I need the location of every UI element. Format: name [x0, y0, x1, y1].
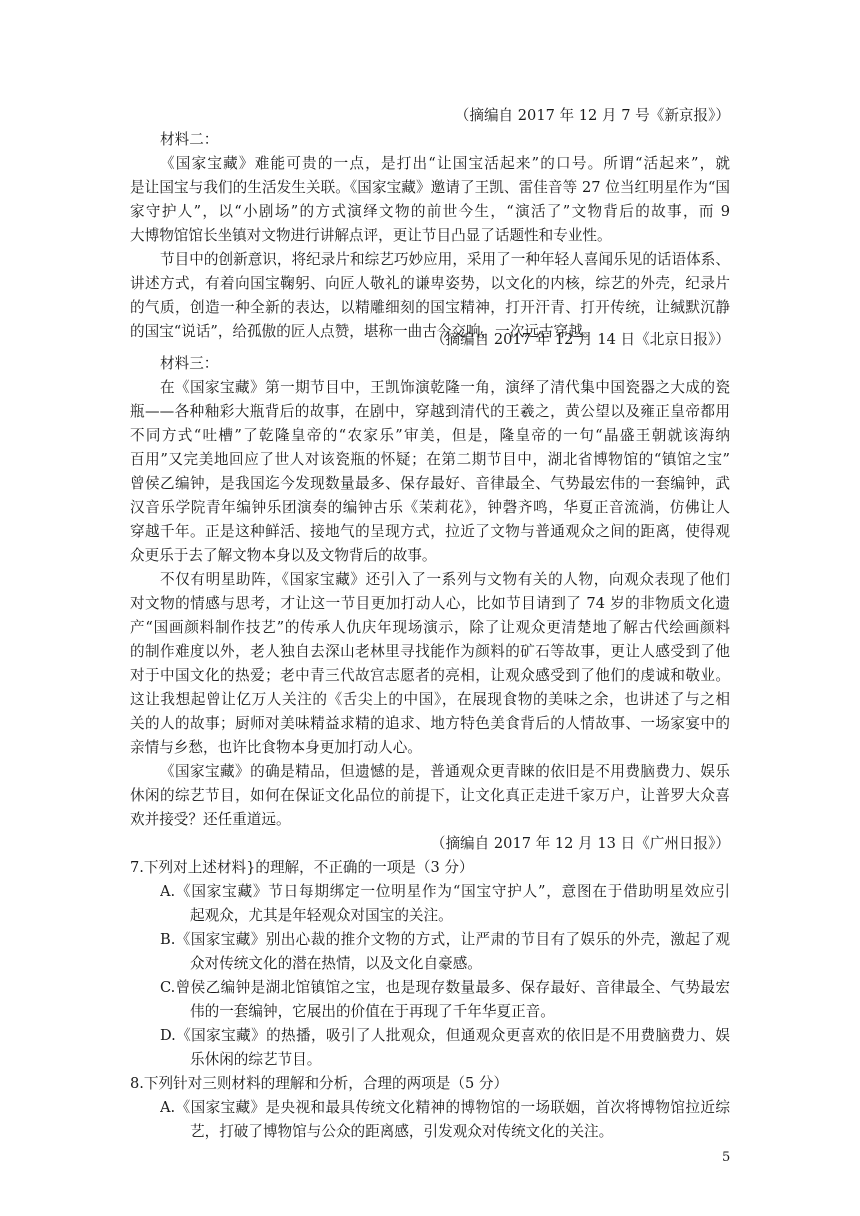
answer-option-cont: 艺，打破了博物馆与公众的距离感，引发观众对传统文化的关注。: [190, 1123, 614, 1140]
text-line: 是让国宝与我们的生活发生关联。《国家宝藏》邀请了王凯、雷佳音等 27 位当红明星作为“国: [130, 179, 730, 196]
text-line: 家守护人”，以“小剧场”的方式演绎文物的前世今生，“演活了”文物背后的故事，而 9: [130, 203, 730, 220]
source-citation: （摘编自 2017 年 12 月 7 号《新京报》）: [454, 107, 730, 124]
text-line: 亲情与乡愁，也许比食物本身更加打动人心。: [130, 739, 422, 756]
text-line: 休闲的综艺节目，如何在保证文化品位的前提下，让文化真正走进千家万户，让普罗大众喜: [130, 787, 730, 804]
answer-option: C.曾侯乙编钟是湖北馆镇馆之宝，也是现存数量最多、保存最好、音律最全、气势最宏: [160, 979, 730, 996]
text-line: 产“国画颜料制作技艺”的传承人仇庆年现场演示，除了让观众更清楚地了解古代绘画颜料: [130, 619, 730, 636]
source-citation: （摘编自 2017 年 12 月 14 日《北京日报》）: [430, 331, 730, 348]
text-line: 《国家宝藏》的确是精品，但遗憾的是，普通观众更青睐的依旧是不用费脑费力、娱乐: [160, 763, 730, 780]
question-stem: 7.下列对上述材料}的理解，不正确的一项是（3 分）: [130, 859, 474, 876]
section-heading: 材料二：: [160, 131, 219, 148]
text-line: 欢并接受？还任重道远。: [130, 811, 291, 828]
text-line: 曾侯乙编钟，是我国迄今发现数量最多、保存最好、音律最全、气势最宏伟的一套编钟，武: [130, 475, 730, 492]
text-line: 不仅有明星助阵，《国家宝藏》还引入了一系列与文物有关的人物，向观众表现了他们: [160, 571, 730, 588]
text-line: 在《国家宝藏》第一期节目中，王凯饰演乾隆一角，演绎了清代集中国瓷器之大成的瓷: [160, 379, 730, 396]
text-line: 讲述方式，有着向国宝鞠躬、向匠人敬礼的谦卑姿势，以文化的内核，综艺的外壳，纪录片: [130, 275, 730, 292]
text-line: 汉音乐学院青年编钟乐团演奏的编钟古乐《茉莉花》，钟磬齐鸣，华夏正音流淌，仿佛让人: [130, 499, 730, 516]
text-line: 众更乐于去了解文物本身以及文物背后的故事。: [130, 547, 437, 564]
source-citation: （摘编自 2017 年 12 月 13 日《广州日报》）: [430, 835, 730, 852]
text-line: 这让我想起曾让亿万人关注的《舌尖上的中国》，在展现食物的美味之余，也讲述了与之相: [130, 691, 730, 708]
text-line: 节目中的创新意识，将纪录片和综艺巧妙应用，采用了一种年轻人喜闻乐见的话语体系、: [160, 251, 730, 268]
text-line: 穿越千年。正是这种鲜活、接地气的呈现方式，拉近了文物与普通观众之间的距离，使得观: [130, 523, 730, 540]
text-line: 关的人的故事；厨师对美味精益求精的追求、地方特色美食背后的人情故事、一场家宴中的: [130, 715, 730, 732]
text-line: 的制作难度以外，老人独自去深山老林里寻找能作为颜料的矿石等故事，更让人感受到了他: [130, 643, 730, 660]
text-line: 百用”又完美地回应了世人对该瓷瓶的怀疑；在第二期节目中，湖北省博物馆的“镇馆之宝”: [130, 451, 730, 468]
text-line: 瓶——各种釉彩大瓶背后的故事，在剧中，穿越到清代的王羲之，黄公望以及雍正皇帝都用: [130, 403, 730, 420]
text-line: 的气质，创造一种全新的表达，以精雕细刻的国宝精神，打开汗青、打开传统，让缄默沉静: [130, 299, 730, 316]
answer-option-cont: 起观众，尤其是年轻观众对国宝的关注。: [190, 907, 453, 924]
text-line: 对文物的情感与思考，才让这一节目更加打动人心，比如节目请到了 74 岁的非物质文化遗: [130, 595, 730, 612]
question-stem: 8.下列针对三则材料的理解和分析，合理的两项是（5 分）: [130, 1075, 509, 1092]
answer-option: A.《国家宝藏》节日每期绑定一位明星作为“国宝守护人”，意图在于借助明星效应引: [160, 883, 730, 900]
text-line: 对于中国文化的热爱；老中青三代故宫志愿者的亮相，让观众感受到了他们的虔诚和敬业。: [130, 667, 730, 684]
text-line: 大博物馆馆长坐镇对文物进行讲解点评，更让节目凸显了话题性和专业性。: [130, 227, 612, 244]
section-heading: 材料三：: [160, 355, 219, 372]
answer-option-cont: 众对传统文化的潜在热情，以及文化自豪感。: [190, 955, 482, 972]
answer-option: D.《国家宝藏》的热播，吸引了人批观众，但通观众更喜欢的依旧是不用费脑费力、娱: [160, 1027, 730, 1044]
answer-option-cont: 伟的一套编钟，它展出的价值在于再现了千年华夏正音。: [190, 1003, 555, 1020]
answer-option: A.《国家宝藏》是央视和最具传统文化精神的博物馆的一场联姻，首次将博物馆拉近综: [160, 1099, 730, 1116]
text-line: 《国家宝藏》难能可贵的一点，是打出“让国宝活起来”的口号。所谓“活起来”，就: [160, 155, 730, 172]
page-number: 5: [722, 1150, 731, 1165]
text-line: 不同方式“吐槽”了乾隆皇帝的“农家乐”审美，但是，隆皇帝的一句“晶盛王朝就该海纳: [130, 427, 730, 444]
answer-option-cont: 乐休闲的综艺节目。: [190, 1051, 322, 1068]
text-line: 的国宝“说话”，给孤傲的匠人点赞，堪称一曲古今交响，一次远古穿越。: [130, 323, 598, 340]
answer-option: B.《国家宝藏》别出心裁的推介文物的方式，让严肃的节目有了娱乐的外壳，激起了观: [160, 931, 730, 948]
